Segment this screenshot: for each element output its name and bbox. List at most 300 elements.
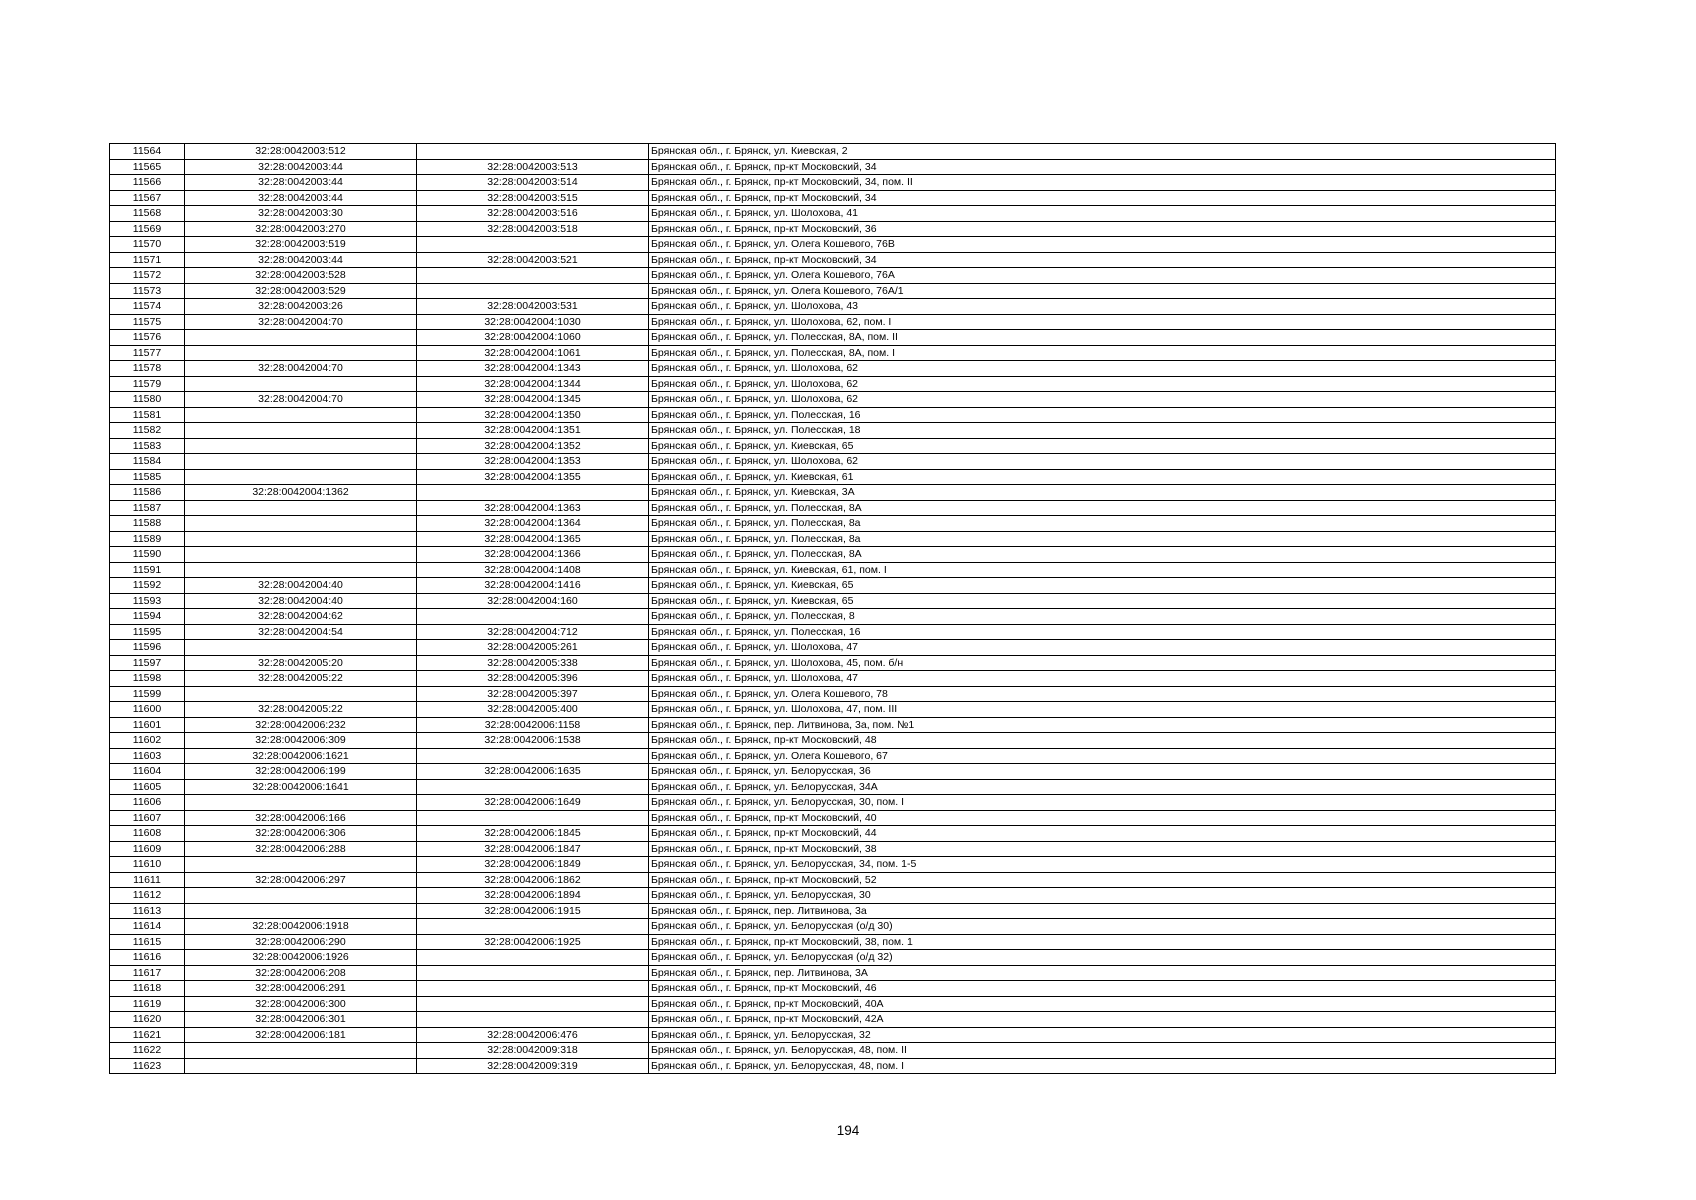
cadastral-number-cell: 32:28:0042006:309 [185,733,417,749]
address-cell: Брянская обл., г. Брянск, ул. Шолохова, 47, пом. III [649,702,1556,718]
object-cadastral-number-cell [417,779,649,795]
table-row [110,361,1556,377]
address-cell: Брянская обл., г. Брянск, пер. Литвинова, 3а [649,903,1556,919]
cadastral-number-cell: 32:28:0042003:270 [185,221,417,237]
row-number-cell: 11601 [110,717,185,733]
address-cell: Брянская обл., г. Брянск, пр-кт Московский, 48 [649,733,1556,749]
object-cadastral-number-cell: 32:28:0042006:1849 [417,857,649,873]
table-row [110,872,1556,888]
row-number-cell: 11586 [110,485,185,501]
table-row [110,345,1556,361]
object-cadastral-number-cell [417,144,649,160]
object-cadastral-number-cell: 32:28:0042009:319 [417,1058,649,1074]
table-row [110,996,1556,1012]
object-cadastral-number-cell: 32:28:0042006:1158 [417,717,649,733]
cadastral-number-cell: 32:28:0042003:44 [185,159,417,175]
cadastral-number-cell: 32:28:0042006:297 [185,872,417,888]
object-cadastral-number-cell [417,810,649,826]
row-number-cell: 11620 [110,1012,185,1028]
table-row [110,252,1556,268]
row-number-cell: 11606 [110,795,185,811]
address-cell: Брянская обл., г. Брянск, ул. Шолохова, 47 [649,671,1556,687]
object-cadastral-number-cell [417,485,649,501]
row-number-cell: 11598 [110,671,185,687]
address-cell: Брянская обл., г. Брянск, ул. Шолохова, 45, пом. б/н [649,655,1556,671]
object-cadastral-number-cell: 32:28:0042004:1344 [417,376,649,392]
object-cadastral-number-cell: 32:28:0042005:261 [417,640,649,656]
address-cell: Брянская обл., г. Брянск, ул. Полесская, 16 [649,624,1556,640]
object-cadastral-number-cell: 32:28:0042006:1538 [417,733,649,749]
cadastral-number-cell: 32:28:0042005:22 [185,671,417,687]
table-row [110,717,1556,733]
cadastral-number-cell: 32:28:0042006:181 [185,1027,417,1043]
address-cell: Брянская обл., г. Брянск, пр-кт Московский, 38, пом. 1 [649,934,1556,950]
row-number-cell: 11619 [110,996,185,1012]
object-cadastral-number-cell: 32:28:0042004:1060 [417,330,649,346]
cadastral-number-cell: 32:28:0042006:1918 [185,919,417,935]
address-cell: Брянская обл., г. Брянск, ул. Киевская, 61, пом. I [649,562,1556,578]
table-row [110,624,1556,640]
address-cell: Брянская обл., г. Брянск, ул. Киевская, 65 [649,578,1556,594]
table-row [110,516,1556,532]
object-cadastral-number-cell: 32:28:0042004:1343 [417,361,649,377]
row-number-cell: 11616 [110,950,185,966]
table-row [110,547,1556,563]
cadastral-number-cell: 32:28:0042003:512 [185,144,417,160]
address-cell: Брянская обл., г. Брянск, ул. Киевская, 61 [649,469,1556,485]
registry-table-body [110,144,1556,1074]
object-cadastral-number-cell [417,919,649,935]
row-number-cell: 11613 [110,903,185,919]
address-cell: Брянская обл., г. Брянск, ул. Белорусская (о/д 32) [649,950,1556,966]
cadastral-number-cell [185,423,417,439]
address-cell: Брянская обл., г. Брянск, пр-кт Московский, 42А [649,1012,1556,1028]
address-cell: Брянская обл., г. Брянск, ул. Белорусская, 30 [649,888,1556,904]
object-cadastral-number-cell: 32:28:0042004:1351 [417,423,649,439]
table-row [110,609,1556,625]
table-row [110,857,1556,873]
object-cadastral-number-cell: 32:28:0042006:1847 [417,841,649,857]
row-number-cell: 11591 [110,562,185,578]
cadastral-number-cell [185,1058,417,1074]
row-number-cell: 11577 [110,345,185,361]
table-row [110,950,1556,966]
address-cell: Брянская обл., г. Брянск, пр-кт Московский, 34 [649,252,1556,268]
row-number-cell: 11564 [110,144,185,160]
address-cell: Брянская обл., г. Брянск, ул. Белорусская, 32 [649,1027,1556,1043]
object-cadastral-number-cell [417,965,649,981]
row-number-cell: 11623 [110,1058,185,1074]
cadastral-number-cell [185,1043,417,1059]
object-cadastral-number-cell: 32:28:0042006:1925 [417,934,649,950]
address-cell: Брянская обл., г. Брянск, ул. Полесская, 8А, пом. I [649,345,1556,361]
cadastral-number-cell [185,857,417,873]
address-cell: Брянская обл., г. Брянск, ул. Шолохова, 43 [649,299,1556,315]
cadastral-number-cell [185,376,417,392]
table-row [110,981,1556,997]
cadastral-number-cell: 32:28:0042003:519 [185,237,417,253]
cadastral-number-cell: 32:28:0042006:291 [185,981,417,997]
cadastral-number-cell: 32:28:0042004:70 [185,314,417,330]
table-row [110,1027,1556,1043]
address-cell: Брянская обл., г. Брянск, пр-кт Московский, 44 [649,826,1556,842]
table-row [110,1012,1556,1028]
row-number-cell: 11610 [110,857,185,873]
object-cadastral-number-cell: 32:28:0042006:1845 [417,826,649,842]
object-cadastral-number-cell: 32:28:0042004:1061 [417,345,649,361]
table-row [110,438,1556,454]
cadastral-number-cell: 32:28:0042004:40 [185,578,417,594]
object-cadastral-number-cell: 32:28:0042004:1408 [417,562,649,578]
cadastral-number-cell [185,407,417,423]
table-row [110,578,1556,594]
object-cadastral-number-cell: 32:28:0042003:531 [417,299,649,315]
address-cell: Брянская обл., г. Брянск, ул. Шолохова, 62 [649,376,1556,392]
row-number-cell: 11592 [110,578,185,594]
cadastral-number-cell [185,454,417,470]
object-cadastral-number-cell: 32:28:0042006:476 [417,1027,649,1043]
cadastral-number-cell [185,469,417,485]
object-cadastral-number-cell: 32:28:0042004:1350 [417,407,649,423]
table-row [110,903,1556,919]
cadastral-number-cell [185,903,417,919]
address-cell: Брянская обл., г. Брянск, ул. Шолохова, 62, пом. I [649,314,1556,330]
object-cadastral-number-cell: 32:28:0042003:518 [417,221,649,237]
table-row [110,764,1556,780]
address-cell: Брянская обл., г. Брянск, ул. Олега Кошевого, 67 [649,748,1556,764]
address-cell: Брянская обл., г. Брянск, пер. Литвинова, 3а, пом. №1 [649,717,1556,733]
cadastral-number-cell: 32:28:0042006:166 [185,810,417,826]
table-row [110,702,1556,718]
table-row [110,423,1556,439]
row-number-cell: 11571 [110,252,185,268]
object-cadastral-number-cell: 32:28:0042006:1635 [417,764,649,780]
cadastral-number-cell [185,438,417,454]
object-cadastral-number-cell: 32:28:0042005:396 [417,671,649,687]
address-cell: Брянская обл., г. Брянск, пр-кт Московский, 52 [649,872,1556,888]
row-number-cell: 11589 [110,531,185,547]
cadastral-number-cell [185,345,417,361]
cadastral-number-cell [185,686,417,702]
object-cadastral-number-cell: 32:28:0042003:516 [417,206,649,222]
table-row [110,562,1556,578]
row-number-cell: 11600 [110,702,185,718]
cadastral-number-cell: 32:28:0042004:62 [185,609,417,625]
row-number-cell: 11614 [110,919,185,935]
table-row [110,314,1556,330]
table-row [110,593,1556,609]
registry-table [109,143,1556,1074]
address-cell: Брянская обл., г. Брянск, пр-кт Московский, 34 [649,190,1556,206]
cadastral-number-cell: 32:28:0042006:1926 [185,950,417,966]
address-cell: Брянская обл., г. Брянск, ул. Полесская, 8а [649,516,1556,532]
row-number-cell: 11584 [110,454,185,470]
row-number-cell: 11585 [110,469,185,485]
table-row [110,268,1556,284]
cadastral-number-cell: 32:28:0042005:20 [185,655,417,671]
row-number-cell: 11621 [110,1027,185,1043]
row-number-cell: 11609 [110,841,185,857]
row-number-cell: 11574 [110,299,185,315]
row-number-cell: 11569 [110,221,185,237]
table-row [110,1058,1556,1074]
table-row [110,221,1556,237]
table-row [110,144,1556,160]
address-cell: Брянская обл., г. Брянск, ул. Полесская, 16 [649,407,1556,423]
table-row [110,733,1556,749]
row-number-cell: 11615 [110,934,185,950]
address-cell: Брянская обл., г. Брянск, пр-кт Московский, 40 [649,810,1556,826]
address-cell: Брянская обл., г. Брянск, ул. Полесская, 8А [649,500,1556,516]
cadastral-number-cell [185,516,417,532]
cadastral-number-cell: 32:28:0042006:290 [185,934,417,950]
table-row [110,283,1556,299]
object-cadastral-number-cell: 32:28:0042004:1364 [417,516,649,532]
table-row [110,376,1556,392]
address-cell: Брянская обл., г. Брянск, ул. Полесская, 8 [649,609,1556,625]
object-cadastral-number-cell: 32:28:0042003:515 [417,190,649,206]
cadastral-number-cell: 32:28:0042004:70 [185,361,417,377]
cadastral-number-cell: 32:28:0042004:70 [185,392,417,408]
row-number-cell: 11580 [110,392,185,408]
table-row [110,934,1556,950]
object-cadastral-number-cell: 32:28:0042004:1366 [417,547,649,563]
address-cell: Брянская обл., г. Брянск, ул. Олега Кошевого, 76В [649,237,1556,253]
object-cadastral-number-cell: 32:28:0042004:1355 [417,469,649,485]
object-cadastral-number-cell [417,283,649,299]
table-row [110,671,1556,687]
address-cell: Брянская обл., г. Брянск, пр-кт Московский, 40А [649,996,1556,1012]
row-number-cell: 11593 [110,593,185,609]
row-number-cell: 11605 [110,779,185,795]
table-row [110,640,1556,656]
cadastral-number-cell: 32:28:0042006:232 [185,717,417,733]
object-cadastral-number-cell [417,1012,649,1028]
cadastral-number-cell: 32:28:0042004:54 [185,624,417,640]
object-cadastral-number-cell: 32:28:0042005:397 [417,686,649,702]
table-row [110,965,1556,981]
table-row [110,888,1556,904]
object-cadastral-number-cell: 32:28:0042004:1353 [417,454,649,470]
address-cell: Брянская обл., г. Брянск, пр-кт Московский, 34, пом. II [649,175,1556,191]
row-number-cell: 11604 [110,764,185,780]
address-cell: Брянская обл., г. Брянск, ул. Белорусская, 30, пом. I [649,795,1556,811]
object-cadastral-number-cell: 32:28:0042004:1416 [417,578,649,594]
cadastral-number-cell: 32:28:0042003:528 [185,268,417,284]
table-row [110,330,1556,346]
row-number-cell: 11568 [110,206,185,222]
row-number-cell: 11594 [110,609,185,625]
object-cadastral-number-cell: 32:28:0042009:318 [417,1043,649,1059]
cadastral-number-cell: 32:28:0042003:44 [185,190,417,206]
table-row [110,779,1556,795]
address-cell: Брянская обл., г. Брянск, ул. Шолохова, 47 [649,640,1556,656]
cadastral-number-cell: 32:28:0042003:44 [185,175,417,191]
object-cadastral-number-cell: 32:28:0042005:400 [417,702,649,718]
row-number-cell: 11595 [110,624,185,640]
cadastral-number-cell [185,500,417,516]
cadastral-number-cell: 32:28:0042006:208 [185,965,417,981]
table-row [110,919,1556,935]
table-row [110,469,1556,485]
cadastral-number-cell: 32:28:0042004:1362 [185,485,417,501]
row-number-cell: 11567 [110,190,185,206]
address-cell: Брянская обл., г. Брянск, ул. Киевская, 3А [649,485,1556,501]
table-row [110,190,1556,206]
cadastral-number-cell: 32:28:0042003:44 [185,252,417,268]
cadastral-number-cell: 32:28:0042006:1641 [185,779,417,795]
cadastral-number-cell [185,562,417,578]
row-number-cell: 11582 [110,423,185,439]
cadastral-number-cell [185,531,417,547]
address-cell: Брянская обл., г. Брянск, пр-кт Московский, 46 [649,981,1556,997]
table-row [110,485,1556,501]
cadastral-number-cell: 32:28:0042006:300 [185,996,417,1012]
row-number-cell: 11570 [110,237,185,253]
object-cadastral-number-cell: 32:28:0042006:1649 [417,795,649,811]
row-number-cell: 11565 [110,159,185,175]
address-cell: Брянская обл., г. Брянск, пер. Литвинова, 3А [649,965,1556,981]
row-number-cell: 11579 [110,376,185,392]
object-cadastral-number-cell: 32:28:0042003:521 [417,252,649,268]
address-cell: Брянская обл., г. Брянск, ул. Полесская, 8А, пом. II [649,330,1556,346]
object-cadastral-number-cell: 32:28:0042004:712 [417,624,649,640]
row-number-cell: 11608 [110,826,185,842]
object-cadastral-number-cell: 32:28:0042004:1352 [417,438,649,454]
cadastral-number-cell: 32:28:0042006:288 [185,841,417,857]
table-row [110,206,1556,222]
address-cell: Брянская обл., г. Брянск, ул. Киевская, 65 [649,438,1556,454]
address-cell: Брянская обл., г. Брянск, ул. Белорусская, 48, пом. I [649,1058,1556,1074]
row-number-cell: 11566 [110,175,185,191]
row-number-cell: 11587 [110,500,185,516]
cadastral-number-cell: 32:28:0042006:1621 [185,748,417,764]
address-cell: Брянская обл., г. Брянск, ул. Олега Кошевого, 76А [649,268,1556,284]
table-row [110,655,1556,671]
row-number-cell: 11576 [110,330,185,346]
row-number-cell: 11572 [110,268,185,284]
table-row [110,159,1556,175]
object-cadastral-number-cell [417,950,649,966]
table-row [110,454,1556,470]
row-number-cell: 11575 [110,314,185,330]
cadastral-number-cell: 32:28:0042005:22 [185,702,417,718]
table-row [110,175,1556,191]
table-row [110,810,1556,826]
cadastral-number-cell [185,547,417,563]
table-row [110,1043,1556,1059]
cadastral-number-cell: 32:28:0042006:306 [185,826,417,842]
cadastral-number-cell: 32:28:0042006:301 [185,1012,417,1028]
address-cell: Брянская обл., г. Брянск, ул. Олега Кошевого, 78 [649,686,1556,702]
address-cell: Брянская обл., г. Брянск, ул. Шолохова, 62 [649,361,1556,377]
address-cell: Брянская обл., г. Брянск, ул. Шолохова, 62 [649,454,1556,470]
row-number-cell: 11578 [110,361,185,377]
table-row [110,237,1556,253]
cadastral-number-cell [185,888,417,904]
address-cell: Брянская обл., г. Брянск, пр-кт Московский, 38 [649,841,1556,857]
row-number-cell: 11602 [110,733,185,749]
row-number-cell: 11611 [110,872,185,888]
row-number-cell: 11590 [110,547,185,563]
object-cadastral-number-cell: 32:28:0042004:1345 [417,392,649,408]
row-number-cell: 11622 [110,1043,185,1059]
row-number-cell: 11603 [110,748,185,764]
address-cell: Брянская обл., г. Брянск, ул. Шолохова, 62 [649,392,1556,408]
cadastral-number-cell: 32:28:0042003:529 [185,283,417,299]
table-row [110,392,1556,408]
row-number-cell: 11597 [110,655,185,671]
row-number-cell: 11599 [110,686,185,702]
address-cell: Брянская обл., г. Брянск, ул. Шолохова, 41 [649,206,1556,222]
object-cadastral-number-cell: 32:28:0042006:1915 [417,903,649,919]
address-cell: Брянская обл., г. Брянск, ул. Полесская, 18 [649,423,1556,439]
address-cell: Брянская обл., г. Брянск, ул. Киевская, 65 [649,593,1556,609]
object-cadastral-number-cell [417,748,649,764]
cadastral-number-cell [185,640,417,656]
address-cell: Брянская обл., г. Брянск, пр-кт Московский, 36 [649,221,1556,237]
address-cell: Брянская обл., г. Брянск, пр-кт Московский, 34 [649,159,1556,175]
table-row [110,826,1556,842]
object-cadastral-number-cell: 32:28:0042005:338 [417,655,649,671]
object-cadastral-number-cell [417,981,649,997]
row-number-cell: 11583 [110,438,185,454]
object-cadastral-number-cell: 32:28:0042006:1894 [417,888,649,904]
row-number-cell: 11573 [110,283,185,299]
table-row [110,500,1556,516]
row-number-cell: 11612 [110,888,185,904]
row-number-cell: 11581 [110,407,185,423]
address-cell: Брянская обл., г. Брянск, ул. Киевская, 2 [649,144,1556,160]
cadastral-number-cell: 32:28:0042003:26 [185,299,417,315]
object-cadastral-number-cell: 32:28:0042006:1862 [417,872,649,888]
object-cadastral-number-cell [417,996,649,1012]
table-row [110,686,1556,702]
object-cadastral-number-cell: 32:28:0042003:514 [417,175,649,191]
address-cell: Брянская обл., г. Брянск, ул. Полесская, 8А [649,547,1556,563]
object-cadastral-number-cell [417,268,649,284]
object-cadastral-number-cell [417,609,649,625]
row-number-cell: 11588 [110,516,185,532]
address-cell: Брянская обл., г. Брянск, ул. Белорусская, 36 [649,764,1556,780]
address-cell: Брянская обл., г. Брянск, ул. Белорусская, 34А [649,779,1556,795]
table-row [110,748,1556,764]
object-cadastral-number-cell: 32:28:0042004:1363 [417,500,649,516]
row-number-cell: 11618 [110,981,185,997]
object-cadastral-number-cell: 32:28:0042004:1365 [417,531,649,547]
row-number-cell: 11607 [110,810,185,826]
address-cell: Брянская обл., г. Брянск, ул. Полесская, 8а [649,531,1556,547]
cadastral-number-cell: 32:28:0042003:30 [185,206,417,222]
cadastral-number-cell [185,795,417,811]
object-cadastral-number-cell [417,237,649,253]
address-cell: Брянская обл., г. Брянск, ул. Белорусская, 34, пом. 1-5 [649,857,1556,873]
cadastral-number-cell: 32:28:0042006:199 [185,764,417,780]
row-number-cell: 11596 [110,640,185,656]
address-cell: Брянская обл., г. Брянск, ул. Белорусская, 48, пом. II [649,1043,1556,1059]
row-number-cell: 11617 [110,965,185,981]
object-cadastral-number-cell: 32:28:0042004:1030 [417,314,649,330]
table-row [110,841,1556,857]
address-cell: Брянская обл., г. Брянск, ул. Олега Кошевого, 76А/1 [649,283,1556,299]
cadastral-number-cell: 32:28:0042004:40 [185,593,417,609]
page-number: 194 [836,1123,860,1138]
table-row [110,299,1556,315]
cadastral-number-cell [185,330,417,346]
table-row [110,531,1556,547]
address-cell: Брянская обл., г. Брянск, ул. Белорусская (о/д 30) [649,919,1556,935]
table-row [110,407,1556,423]
